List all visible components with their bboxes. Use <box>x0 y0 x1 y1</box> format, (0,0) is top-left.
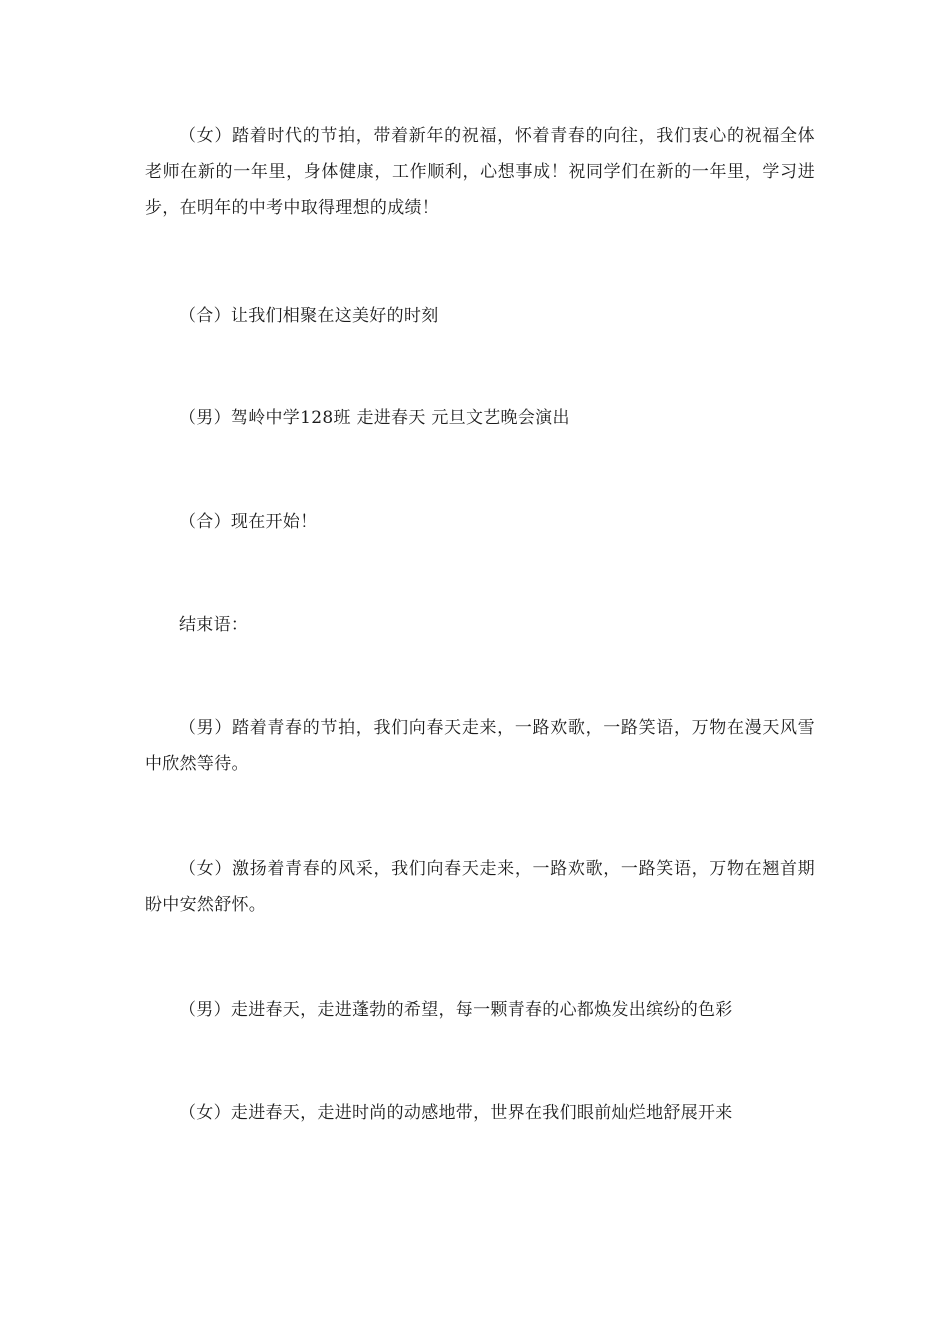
paragraph-male-closing-1: （男）踏着青春的节拍，我们向春天走来，一路欢歌，一路笑语，万物在漫天风雪中欣然等待。 <box>145 718 815 774</box>
paragraph-female-blessing: （女）踏着时代的节拍，带着新年的祝福，怀着青春的向往，我们衷心的祝福全体老师在新的一年里，身体健康，工作顺利，心想事成！祝同学们在新的一年里，学习进步，在明年的中考中取得理想的成绩！ <box>145 126 815 218</box>
paragraph-male-show-title: （男）驾岭中学128班 走进春天 元旦文艺晚会演出 <box>179 408 570 428</box>
paragraph-female-closing-2: （女）走进春天，走进时尚的动感地带，世界在我们眼前灿烂地舒展开来 <box>179 1103 733 1123</box>
paragraph-male-closing-2: （男）走进春天，走进蓬勃的希望，每一颗青春的心都焕发出缤纷的色彩 <box>179 1000 733 1020</box>
paragraph-together-start: （合）现在开始！ <box>179 512 318 532</box>
paragraph-together-gather: （合）让我们相聚在这美好的时刻 <box>179 306 439 326</box>
section-heading-closing: 结束语： <box>179 615 249 635</box>
paragraph-female-closing-1: （女）激扬着青春的风采，我们向春天走来，一路欢歌，一路笑语，万物在翘首期盼中安然舒怀。 <box>145 859 815 915</box>
